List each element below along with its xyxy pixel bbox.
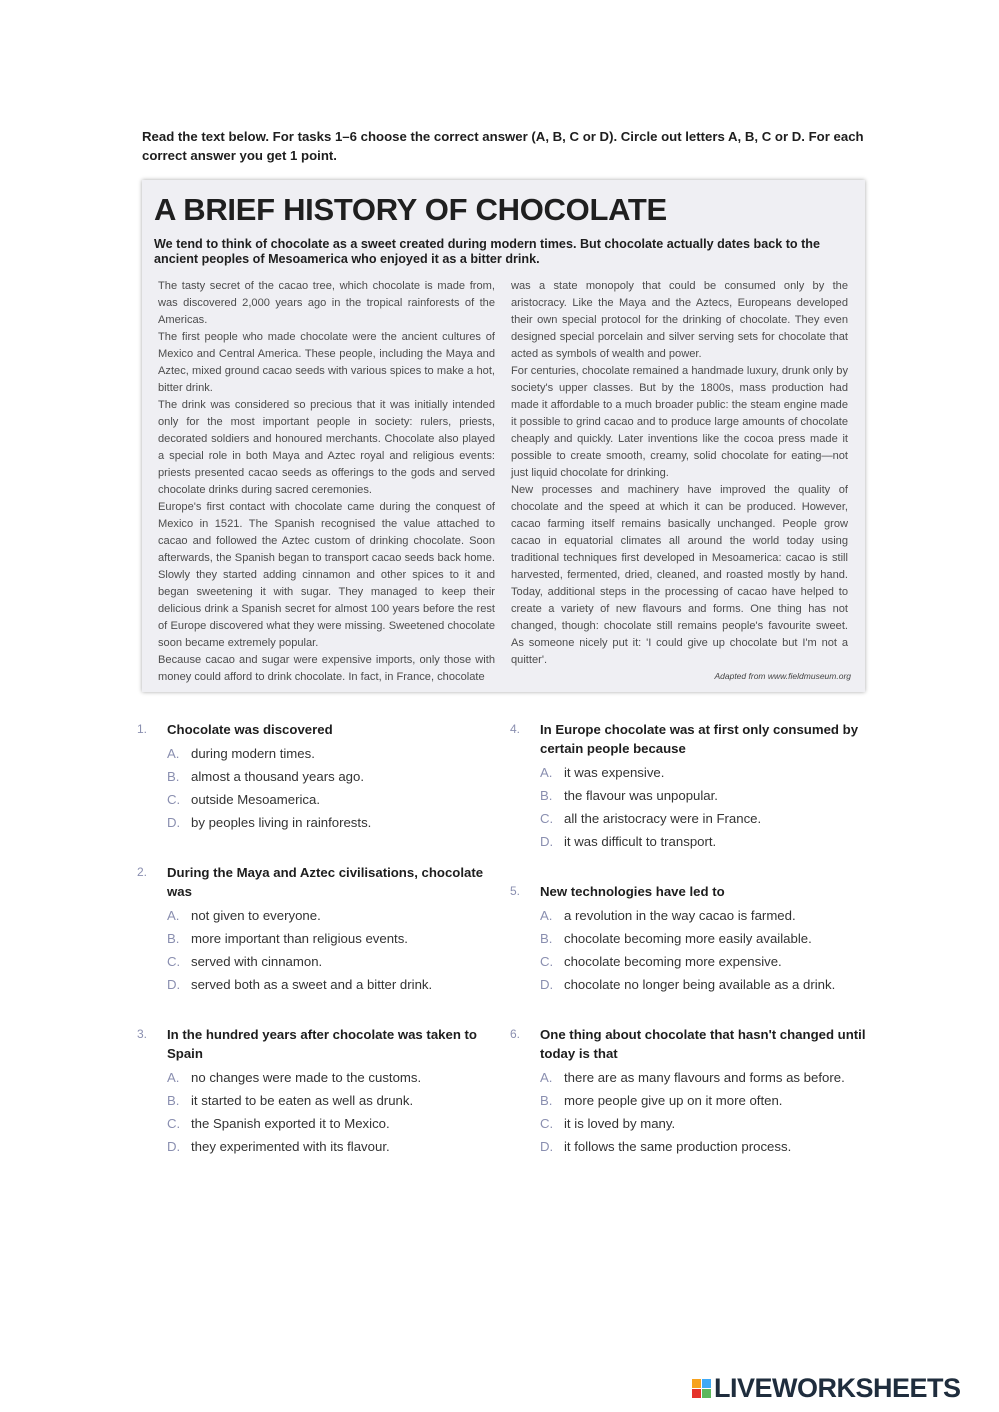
option-a[interactable]	[167, 1066, 497, 1089]
paragraph: Because cacao and sugar were expensive imports, only those with money could afford to drink chocolate. In fact, in France, chocolate	[158, 654, 495, 683]
answer-options	[510, 904, 870, 996]
question-text: One thing about chocolate that hasn't changed until today is that	[540, 1027, 866, 1061]
option-letter[interactable]: A.	[540, 1070, 553, 1085]
liveworksheets-logo-icon	[692, 1379, 711, 1398]
logo-square	[692, 1389, 701, 1398]
question-text: New technologies have led to	[540, 884, 725, 899]
option-c[interactable]	[540, 950, 870, 973]
article-column-left	[158, 278, 495, 686]
option-a[interactable]	[540, 761, 870, 784]
option-letter[interactable]: C.	[540, 954, 554, 969]
option-letter[interactable]: A.	[167, 908, 180, 923]
option-text: chocolate becoming more expensive.	[564, 954, 782, 969]
option-text: more important than religious events.	[191, 931, 408, 946]
option-text: the flavour was unpopular.	[564, 788, 718, 803]
answer-options	[137, 742, 497, 834]
option-text: more people give up on it more often.	[564, 1093, 783, 1108]
option-b[interactable]	[540, 927, 870, 950]
option-text: it was difficult to transport.	[564, 834, 717, 849]
option-letter[interactable]: A.	[167, 746, 180, 761]
option-letter[interactable]: D.	[540, 977, 554, 992]
option-letter[interactable]: C.	[167, 1116, 181, 1131]
option-d[interactable]	[167, 811, 497, 834]
article-column-right	[511, 278, 848, 669]
option-text: it was expensive.	[564, 765, 665, 780]
option-letter[interactable]: D.	[167, 977, 181, 992]
option-letter[interactable]: D.	[540, 1139, 554, 1154]
paragraph: The tasty secret of the cacao tree, which chocolate is made from, was discovered 2,000 years ago in the tropical rainforests of the Americas.	[158, 280, 495, 326]
option-text: they experimented with its flavour.	[191, 1139, 390, 1154]
question-2	[137, 863, 497, 996]
question-3	[137, 1025, 497, 1158]
option-text: there are as many flavours and forms as before.	[564, 1070, 845, 1085]
question-number: 5.	[510, 884, 521, 898]
option-a[interactable]	[167, 742, 497, 765]
question-1	[137, 720, 497, 834]
question-4	[510, 720, 870, 853]
article-intro: We tend to think of chocolate as a sweet created during modern times. But chocolate actually dates back to the ancient peoples of Mesoamerica who enjoyed it as a bitter drink.	[154, 237, 820, 266]
question-number: 1.	[137, 722, 148, 736]
option-c[interactable]	[167, 950, 497, 973]
option-c[interactable]	[540, 807, 870, 830]
option-letter[interactable]: B.	[540, 788, 553, 803]
option-a[interactable]	[540, 1066, 870, 1089]
paragraph: The drink was considered so precious that it was initially intended only for the most important people in society: rulers, priests, decorated soldiers and honoured merchants. Chocolate also played a special role in both Maya and Aztec royal and religious events: priests presented cacao seeds as offerings to the gods and served chocolate drinks during sacred ceremonies.	[158, 399, 495, 496]
option-b[interactable]	[167, 1089, 497, 1112]
option-d[interactable]	[540, 830, 870, 853]
option-text: all the aristocracy were in France.	[564, 811, 762, 826]
logo-square	[702, 1389, 711, 1398]
option-text: during modern times.	[191, 746, 315, 761]
option-letter[interactable]: C.	[167, 792, 181, 807]
option-letter[interactable]: D.	[540, 834, 554, 849]
option-d[interactable]	[540, 1135, 870, 1158]
option-text: the Spanish exported it to Mexico.	[191, 1116, 390, 1131]
option-text: it is loved by many.	[564, 1116, 676, 1131]
question-text: In the hundred years after chocolate was taken to Spain	[167, 1027, 477, 1061]
paragraph: was a state monopoly that could be consumed only by the aristocracy. Like the Maya and the Aztecs, Europeans developed their own special protocol for the drinking of chocolate. They even designed special porcelain and silver serving sets for chocolate that acted as symbols of wealth and power.	[511, 280, 848, 360]
question-text: Chocolate was discovered	[167, 722, 333, 737]
paragraph: Europe's first contact with chocolate came during the conquest of Mexico in 1521. The Spanish recognised the value attached to cacao and followed the Aztec custom of drinking chocolate. Soon afterwards, the Spanish began to transport cacao seeds back home. Slowly they started adding cinnamon and other spices to it and began sweetening it with sugar. They managed to keep their delicious drink a Spanish secret for almost 100 years before the rest of Europe discovered what they were missing. Sweetened chocolate soon became extremely popular.	[158, 501, 495, 649]
question-text: During the Maya and Aztec civilisations, chocolate was	[167, 865, 484, 899]
option-text: not given to everyone.	[191, 908, 321, 923]
paragraph: The first people who made chocolate were the ancient cultures of Mexico and Central America. These people, including the Maya and Aztec, mixed ground cacao seeds with various spices to make a hot, bitter drink.	[158, 331, 495, 394]
question-number: 4.	[510, 722, 521, 736]
option-b[interactable]	[167, 927, 497, 950]
answer-options	[510, 1066, 870, 1158]
liveworksheets-brand	[692, 1370, 961, 1406]
option-c[interactable]	[167, 788, 497, 811]
logo-square	[702, 1379, 711, 1388]
question-5	[510, 882, 870, 996]
option-text: outside Mesoamerica.	[191, 792, 321, 807]
option-d[interactable]	[540, 973, 870, 996]
option-text: almost a thousand years ago.	[191, 769, 365, 784]
option-text: chocolate no longer being available as a drink.	[564, 977, 836, 992]
option-d[interactable]	[167, 973, 497, 996]
option-letter[interactable]: A.	[540, 765, 553, 780]
question-text: In Europe chocolate was at first only consumed by certain people because	[540, 722, 859, 756]
option-text: a revolution in the way cacao is farmed.	[564, 908, 796, 923]
option-text: by peoples living in rainforests.	[191, 815, 372, 830]
question-number: 3.	[137, 1027, 148, 1041]
option-letter[interactable]: C.	[167, 954, 181, 969]
logo-square	[692, 1379, 701, 1388]
option-letter[interactable]: A.	[540, 908, 553, 923]
article-box	[142, 180, 865, 692]
question-number: 6.	[510, 1027, 521, 1041]
option-letter[interactable]: B.	[167, 769, 180, 784]
question-6	[510, 1025, 870, 1158]
option-text: it started to be eaten as well as drunk.	[191, 1093, 414, 1108]
article-source: Adapted from www.fieldmuseum.org	[714, 671, 851, 681]
option-a[interactable]	[540, 904, 870, 927]
option-text: no changes were made to the customs.	[191, 1070, 422, 1085]
option-letter[interactable]: D.	[167, 815, 181, 830]
option-letter[interactable]: B.	[540, 931, 553, 946]
option-text: it follows the same production process.	[564, 1139, 792, 1154]
option-text: served with cinnamon.	[191, 954, 323, 969]
option-letter[interactable]: C.	[540, 1116, 554, 1131]
option-d[interactable]	[167, 1135, 497, 1158]
answer-options	[510, 761, 870, 853]
option-letter[interactable]: B.	[167, 931, 180, 946]
option-letter[interactable]: A.	[167, 1070, 180, 1085]
question-number: 2.	[137, 865, 148, 879]
option-letter[interactable]: C.	[540, 811, 554, 826]
option-b[interactable]	[540, 784, 870, 807]
option-text: served both as a sweet and a bitter drink.	[191, 977, 433, 992]
option-c[interactable]	[540, 1112, 870, 1135]
article-title: A BRIEF HISTORY OF CHOCOLATE	[154, 192, 667, 227]
option-b[interactable]	[167, 765, 497, 788]
brand-name: LIVEWORKSHEETS	[714, 1372, 961, 1403]
option-letter[interactable]: B.	[540, 1093, 553, 1108]
option-letter[interactable]: D.	[167, 1139, 181, 1154]
option-letter[interactable]: B.	[167, 1093, 180, 1108]
paragraph: For centuries, chocolate remained a handmade luxury, drunk only by society's upper classes. But by the 1800s, mass production had made it affordable to a much broader public: the steam engine made it possible to grind cacao and to produce large amounts of chocolate cheaply and quickly. Later inventions like the cocoa press made it possible to create smooth, creamy, solid chocolate for eating—not just liquid chocolate for drinking.	[511, 365, 848, 479]
answer-options	[137, 904, 497, 996]
option-c[interactable]	[167, 1112, 497, 1135]
answer-options	[137, 1066, 497, 1158]
instructions: Read the text below. For tasks 1–6 choose the correct answer (A, B, C or D). Circle out letters A, B, C or D. For each correct answer you get 1 point.	[142, 129, 864, 163]
option-b[interactable]	[540, 1089, 870, 1112]
option-a[interactable]	[167, 904, 497, 927]
option-text: chocolate becoming more easily available.	[564, 931, 812, 946]
paragraph: New processes and machinery have improved the quality of chocolate and the speed at which it can be produced. However, cacao farming itself remains basically unchanged. People grow cacao in equatorial climates all around the world today using traditional techniques first developed in Mesoamerica: cacao is still harvested, fermented, dried, cleaned, and roasted mostly by hand. Today, additional steps in the processing of cacao have helped to create a variety of new flavours and forms. One thing has not changed, though: chocolate still remains people's favourite sweet. As someone nicely put it: 'I could give up chocolate but I'm not a quitter'.	[511, 484, 848, 666]
